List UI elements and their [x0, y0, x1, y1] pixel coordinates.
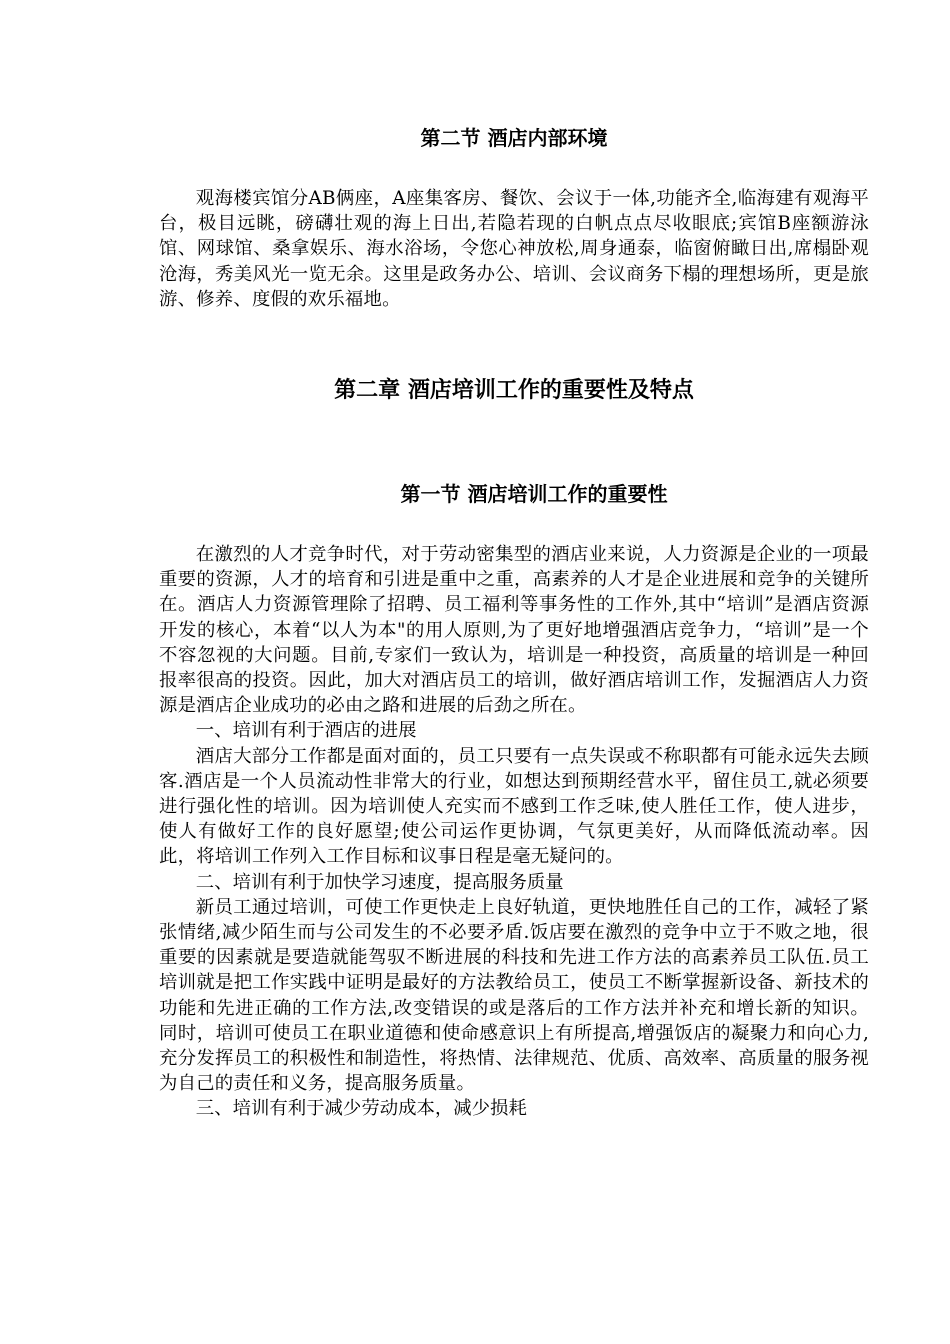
paragraph-point-2: 新员工通过培训，可使工作更快走上良好轨道，更快地胜任自己的工作，减轻了紧张情绪,减少陌生而与公司发生的不必要矛盾.饭店要在激烈的竞争中立于不败之地，很重要的因素就是要造就能驾驭不断进展的科技和先进工作方法的高素养员工队伍.员工培训就是把工作实践中证明是最好的方法教给员工，使员工不断掌握新设备、新技术的功能和先进正确的工作方法,改变错误的或是落后的工作方法并补充和增长新的知识。同时，培训可使员工在职业道德和使命感意识上有所提高,增强饭店的凝聚力和向心力,充分发挥员工的积极性和制造性，将热情、法律规范、优质、高效率、高质量的服务视为自己的责任和义务，提高服务质量。 [159, 896, 869, 1095]
point-1-heading: 一、培训有利于酒店的进展 [195, 720, 417, 742]
paragraph-training-intro: 在激烈的人才竞争时代，对于劳动密集型的酒店业来说，人力资源是企业的一项最重要的资源，人才的培育和引进是重中之重，高素养的人才是企业进展和竞争的关键所在。酒店人力资源管理除了招聘、员工福利等事务性的工作外,其中“培训”是酒店资源开发的核心，本着“以人为本"的用人原则,为了更好地增强酒店竞争力，“培训”是一个不容忽视的大问题。目前,专家们一致认为，培训是一种投资，高质量的培训是一种回报率很高的投资。因此，加大对酒店员工的培训，做好酒店培训工作，发掘酒店人力资源是酒店企业成功的必由之路和进展的后劲之所在。 [159, 544, 869, 717]
point-3-heading: 三、培训有利于减少劳动成本，减少损耗 [195, 1098, 527, 1120]
section-body [159, 542, 869, 1122]
section-title-internal-environment: 第二节 酒店内部环境 [420, 126, 608, 150]
paragraph-point-1: 酒店大部分工作都是面对面的，员工只要有一点失误或不称职都有可能永远失去顾客.酒店是一个人员流动性非常大的行业，如想达到预期经营水平，留住员工,就必须要进行强化性的培训。因为培训使人充实而不感到工作乏味,使人胜任工作，使人进步，使人有做好工作的良好愿望;使公司运作更协调，气氛更美好，从而降低流动率。因此，将培训工作列入工作目标和议事日程是毫无疑问的。 [159, 745, 869, 868]
section-title-training-importance: 第一节 酒店培训工作的重要性 [400, 482, 668, 506]
paragraph-hotel-description: 观海楼宾馆分AB俩座，A座集客房、餐饮、会议于一体,功能齐全,临海建有观海平台，极目远眺，磅礴壮观的海上日出,若隐若现的白帆点点尽收眼底;宾馆B座额游泳馆、网球馆、桑拿娱乐、海水浴场，令您心神放松,周身通泰，临窗俯瞰日出,席榻卧观沧海，秀美风光一览无余。这里是政务办公、培训、会议商务下榻的理想场所，更是旅游、修养、度假的欢乐福地。 [159, 188, 869, 310]
point-2-heading: 二、培训有利于加快学习速度，提高服务质量 [195, 871, 564, 893]
chapter-title: 第二章 酒店培训工作的重要性及特点 [334, 378, 694, 403]
